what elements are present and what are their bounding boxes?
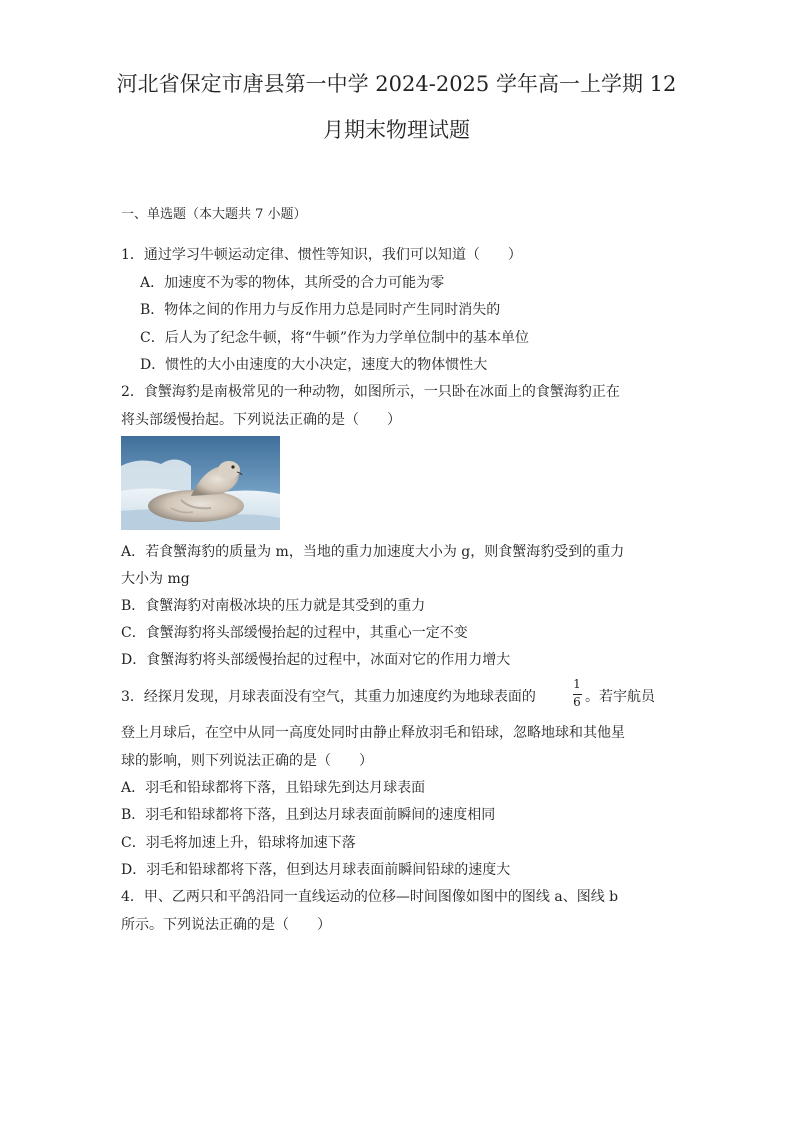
- fraction-numerator: 1: [573, 677, 581, 691]
- question-3-option-c: C．羽毛将加速上升，铅球将加速下落: [121, 835, 356, 851]
- section-heading: 一、单选题（本大题共 7 小题）: [121, 207, 307, 222]
- question-1-option-b: B．物体之间的作用力与反作用力总是同时产生同时消失的: [140, 302, 501, 318]
- question-2-option-a-line-1: A．若食蟹海豹的质量为 m，当地的重力加速度大小为 g，则食蟹海豹受到的重力: [121, 544, 625, 560]
- question-4-stem-line-1: 4．甲、乙两只和平鸽沿同一直线运动的位移—时间图像如图中的图线 a、图线 b: [121, 889, 619, 905]
- seal-on-ice-photo: [121, 436, 280, 530]
- question-1-option-c: C．后人为了纪念牛顿，将“牛顿”作为力学单位制中的基本单位: [140, 330, 530, 346]
- question-4-stem-line-2: 所示。下列说法正确的是（ ）: [121, 917, 331, 933]
- question-2-stem-line-1: 2．食蟹海豹是南极常见的一种动物，如图所示，一只卧在冰面上的食蟹海豹正在: [121, 384, 620, 400]
- document-title-line-1: 河北省保定市唐县第一中学 2024-2025 学年高一上学期 12: [116, 72, 677, 96]
- question-3-stem-line-3: 球的影响，则下列说法正确的是（ ）: [121, 753, 373, 769]
- question-2-option-a-line-2: 大小为 mg: [121, 571, 190, 587]
- question-3-stem-line-2: 登上月球后，在空中从同一高度处同时由静止释放羽毛和铅球，忽略地球和其他星: [121, 725, 625, 741]
- question-2-option-c: C．食蟹海豹将头部缓慢抬起的过程中，其重心一定不变: [121, 625, 468, 641]
- question-3-option-a: A．羽毛和铅球都将下落，且铅球先到达月球表面: [121, 780, 426, 796]
- question-3-stem-line-1b: 。若宇航员: [585, 689, 655, 705]
- question-3-option-b: B．羽毛和铅球都将下落，且到达月球表面前瞬间的速度相同: [121, 807, 496, 823]
- question-3-option-d: D．羽毛和铅球都将下落，但到达月球表面前瞬间铅球的速度大: [121, 862, 511, 878]
- question-2-stem-line-2: 将头部缓慢抬起。下列说法正确的是（ ）: [121, 412, 401, 428]
- document-title-line-2: 月期末物理试题: [323, 118, 470, 142]
- fraction-denominator: 6: [573, 695, 581, 709]
- question-1-option-a: A．加速度不为零的物体，其所受的合力可能为零: [140, 275, 445, 291]
- question-2-option-b: B．食蟹海豹对南极冰块的压力就是其受到的重力: [121, 598, 426, 614]
- question-2-option-d: D．食蟹海豹将头部缓慢抬起的过程中，冰面对它的作用力增大: [121, 652, 511, 668]
- question-1-option-d: D．惯性的大小由速度的大小决定，速度大的物体惯性大: [140, 357, 488, 373]
- question-3-stem-line-1a: 3．经探月发现，月球表面没有空气，其重力加速度约为地球表面的: [121, 689, 536, 705]
- question-1-stem: 1．通过学习牛顿运动定律、惯性等知识，我们可以知道（ ）: [121, 247, 522, 263]
